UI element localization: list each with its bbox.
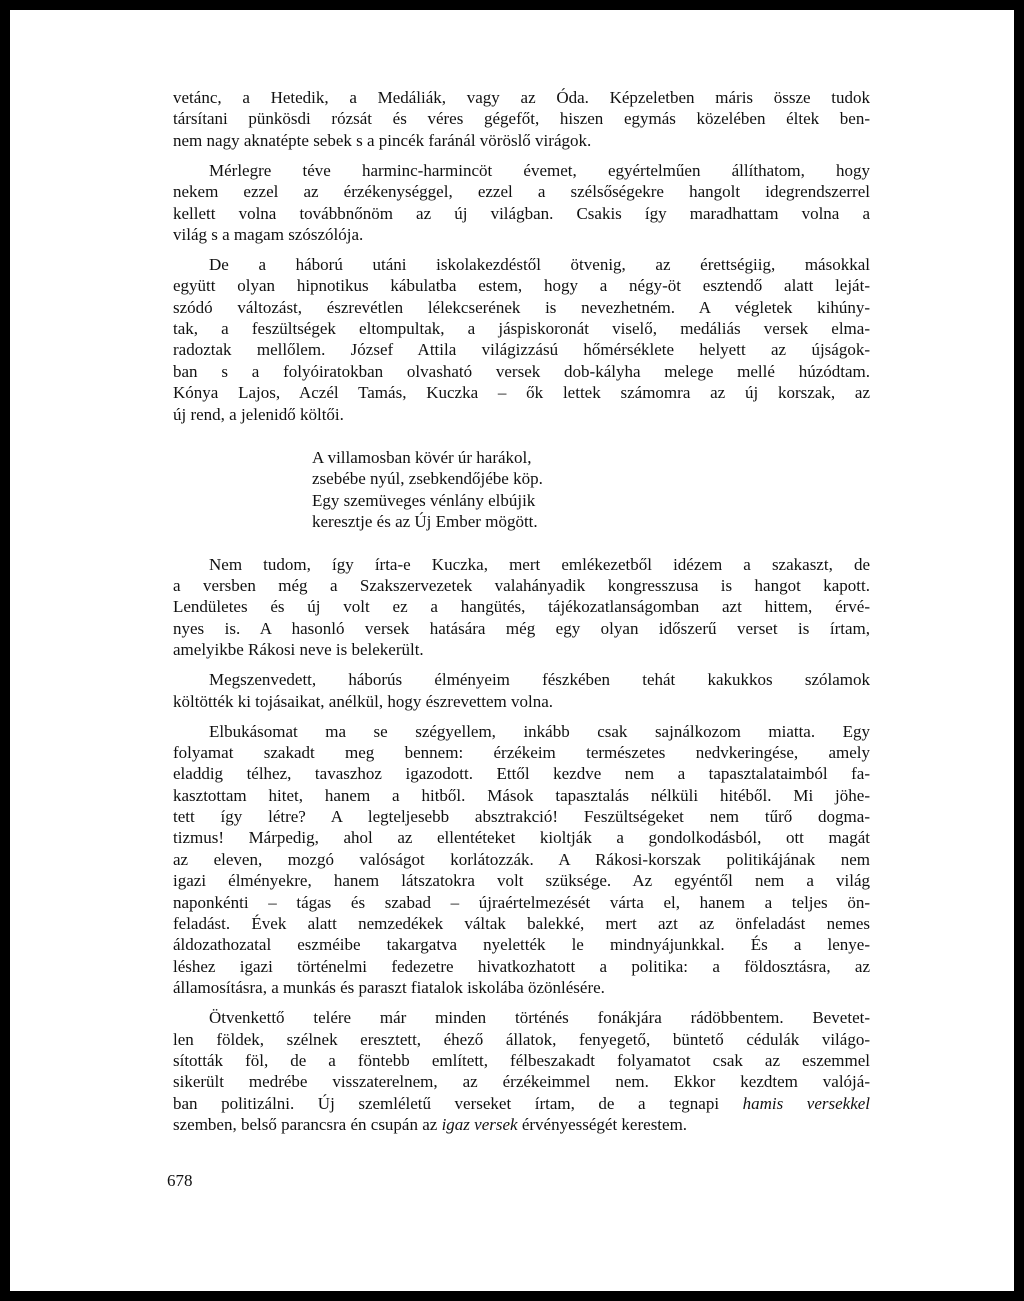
text-line: léshez igazi történelmi fedezetre hivatkozhatott a politika: a földosztásra, az bbox=[173, 956, 870, 976]
text-line: Nem tudom, így írta-e Kuczka, mert emlékezetből idézem a szakaszt, de bbox=[209, 554, 870, 574]
text-segment: ban politizálni. Új szemléletű verseket írtam, de a tegnapi bbox=[173, 1093, 743, 1113]
text-line: nem nagy aknatépte sebek s a pincék faránál vöröslő virágok. bbox=[173, 130, 592, 150]
text-line: kellett volna továbbnőnöm az új világban. Csakis így maradhattam volna a bbox=[173, 203, 870, 223]
text-line: Elbukásomat ma se szégyellem, inkább csak sajnálkozom miatta. Egy bbox=[209, 721, 870, 741]
text-line: radoztak mellőlem. József Attila világizzású hőmérséklete helyett az újságok- bbox=[173, 340, 870, 360]
text-line: eladdig télhez, tavaszhoz igazodott. Ettől kezdve nem a tapasztalataimból fa- bbox=[173, 764, 870, 784]
text-line: amelyikbe Rákosi neve is belekerült. bbox=[173, 640, 424, 660]
text-line: együtt olyan hipnotikus kábulatba estem, hogy a négy-öt esztendő alatt leját- bbox=[173, 276, 870, 296]
text-line: folyamat szakadt meg bennem: érzékeim természetes nedvkeringése, amely bbox=[173, 742, 870, 762]
paragraph bbox=[173, 1007, 870, 1135]
text-line: a versben még a Szakszervezetek valahányadik kongresszusa is hangot kapott. bbox=[173, 576, 870, 595]
paragraph bbox=[173, 160, 870, 246]
text-line bbox=[173, 1093, 870, 1114]
paragraph bbox=[173, 554, 870, 661]
text-segment: szemben, belső parancsra én csupán az bbox=[173, 1115, 442, 1135]
italic-phrase: hamis versekkel bbox=[742, 1093, 871, 1113]
paragraph bbox=[173, 87, 870, 151]
text-line: len földek, szélnek eresztett, éhező állatok, fenyegető, büntető cédulák világo- bbox=[173, 1029, 870, 1049]
book-page bbox=[10, 10, 1014, 1291]
text-line: áldozathozatal eszméibe takargatva nyelették le mindnyájunkkal. És a lenye- bbox=[173, 935, 870, 955]
text-line: szódó változást, észrevétlen lélekcserének is nevezhetném. A végletek kihúny- bbox=[173, 297, 870, 317]
text-line: ban s a folyóiratokban olvasható versek dob-kályha melege mellé húzódtam. bbox=[173, 361, 870, 381]
poem-line: A villamosban kövér úr harákol, bbox=[312, 448, 532, 468]
poem-line: Egy szemüveges vénlány elbújik bbox=[312, 490, 536, 510]
poem-quote bbox=[173, 447, 870, 533]
text-line: De a háború utáni iskolakezdéstől ötvenig, az érettségiig, másokkal bbox=[209, 254, 870, 274]
text-line: tak, a feszültségek eltompultak, a jáspiskoronát viselő, medáliás versek elma- bbox=[173, 319, 870, 339]
text-line: kasztottam hitet, hanem a hitből. Mások tapasztalás nélküli hitéből. Mi jöhe- bbox=[173, 785, 870, 805]
text-line: Mérlegre téve harminc-harmincöt évemet, egyértelműen állíthatom, hogy bbox=[209, 160, 870, 180]
text-line: Lendületes és új volt ez a hangütés, tájékozatlanságomban azt hittem, érvé- bbox=[173, 597, 870, 617]
text-line: világ s a magam szószólója. bbox=[173, 224, 364, 244]
text-line: új rend, a jelenidő költői. bbox=[173, 404, 344, 424]
text-line: igazi élményekre, hanem látszatokra volt szüksége. Az egyéntől nem a világ bbox=[173, 871, 870, 891]
text-line: Ötvenkettő telére már minden történés fonákjára rádöbbentem. Bevetet- bbox=[209, 1008, 870, 1028]
poem-line: zsebébe nyúl, zsebkendőjébe köp. bbox=[312, 469, 543, 489]
paragraph bbox=[173, 669, 870, 712]
text-line: sikerült medrébe visszaterelnem, az érzékeimmel nem. Ekkor kezdtem valójá- bbox=[173, 1072, 870, 1092]
text-line: államosításra, a munkás és paraszt fiatalok iskolába özönlésére. bbox=[173, 978, 605, 998]
poem-line: keresztje és az Új Ember mögött. bbox=[312, 512, 538, 532]
text-line: társítani pünkösdi rózsát és véres gégefőt, hiszen egymás közelében éltek ben- bbox=[173, 109, 870, 129]
text-line: az eleven, mozgó valóságot korlátozzák. A Rákosi-korszak politikájának nem bbox=[173, 849, 870, 869]
italic-phrase: igaz versek bbox=[441, 1115, 518, 1135]
text-line: nekem ezzel az érzékenységgel, ezzel a szélsőségekre hangolt idegrendszerrel bbox=[173, 182, 870, 202]
text-line bbox=[173, 1114, 870, 1135]
text-line: feladást. Évek alatt nemzedékek váltak balekké, mert azt az önfeladást nemes bbox=[173, 914, 870, 934]
text-line: nyes is. A hasonló versek hatására még egy olyan időszerű verset is írtam, bbox=[173, 618, 870, 638]
text-line: vetánc, a Hetedik, a Medáliák, vagy az Óda. Képzeletben máris össze tudok bbox=[173, 88, 870, 107]
paragraph bbox=[173, 721, 870, 999]
body-text bbox=[173, 87, 870, 1144]
text-segment: érvényességét kerestem. bbox=[517, 1115, 688, 1135]
text-line: Kónya Lajos, Aczél Tamás, Kuczka – ők lettek számomra az új korszak, az bbox=[173, 383, 870, 403]
text-line: naponkénti – tágas és szabad – újraértelmezését várta el, hanem a teljes ön- bbox=[173, 892, 870, 912]
text-line: Megszenvedett, háborús élményeim fészkében tehát kakukkos szólamok bbox=[209, 670, 870, 690]
text-line: tett így létre? A legteljesebb absztrakció! Feszültségeket nem tűrő dogma- bbox=[173, 807, 870, 827]
page-number: 678 bbox=[167, 1171, 193, 1190]
text-line: sították föl, de a föntebb említett, félbeszakadt folyamatot csak az eszemmel bbox=[173, 1050, 870, 1070]
text-line: tizmus! Márpedig, ahol az ellentéteket kioltják a gondolkodásból, ott magát bbox=[173, 828, 870, 848]
paragraph bbox=[173, 254, 870, 425]
text-line: költötték ki tojásaikat, anélkül, hogy észrevettem volna. bbox=[173, 691, 554, 711]
